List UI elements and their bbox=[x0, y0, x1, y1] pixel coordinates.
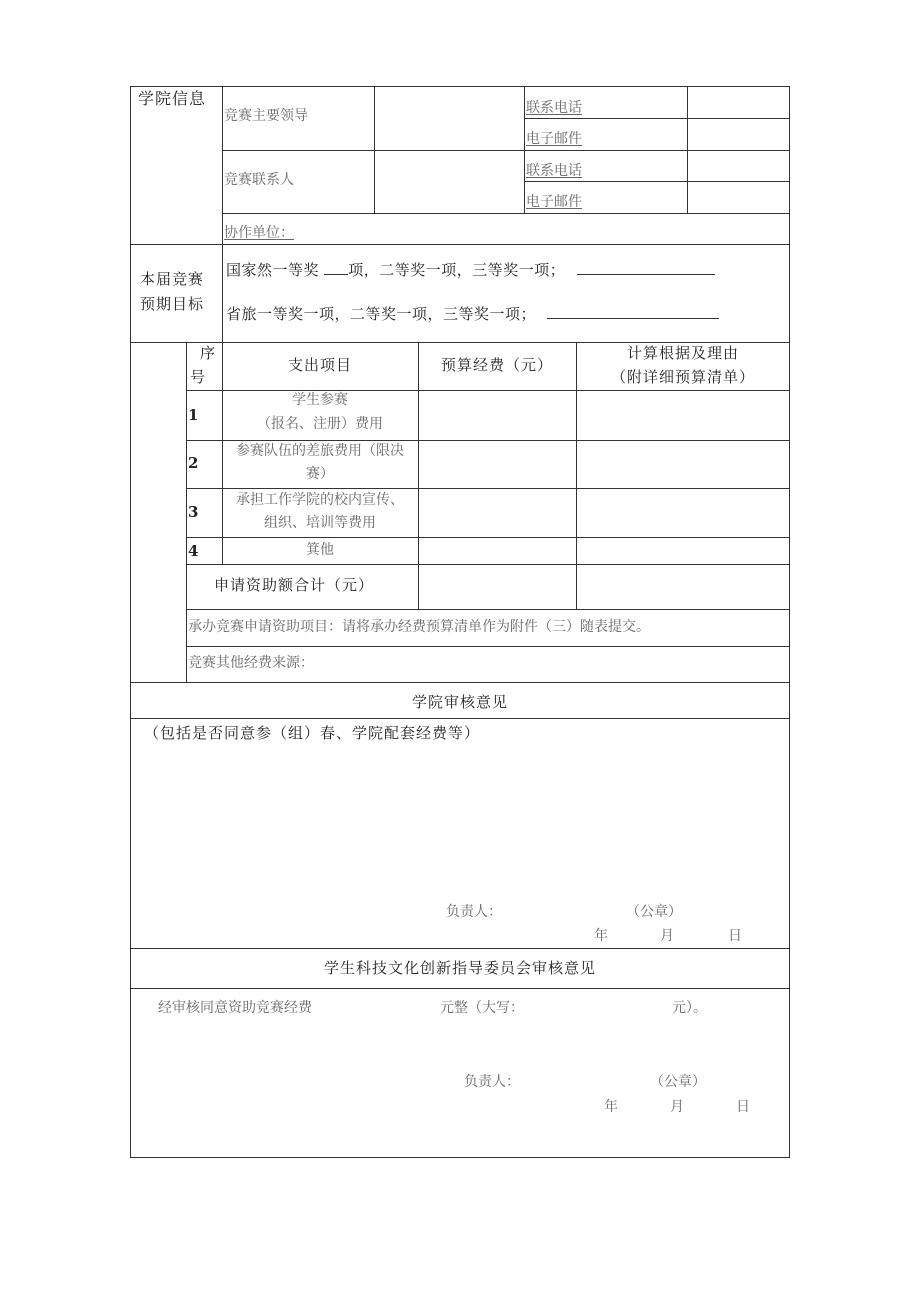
provincial-goal bbox=[226, 304, 719, 324]
total-label: 申请资助额合计（元） bbox=[214, 576, 375, 594]
info-label-divider bbox=[222, 86, 223, 343]
national-first-blank bbox=[324, 260, 348, 275]
college-info-label: 学院信息 bbox=[138, 89, 207, 108]
committee-approve-b: 元整（大写： bbox=[440, 1000, 524, 1016]
committee-approve-a: 经审核同意资助竞赛经费 bbox=[158, 1000, 312, 1016]
row-3-item-2: 组织、培训等费用 bbox=[264, 515, 376, 531]
college-review-year: 年 bbox=[594, 928, 608, 944]
committee-review-top bbox=[130, 948, 790, 949]
info-line-1 bbox=[524, 118, 790, 119]
contact-phone-label: 联系电话 bbox=[526, 163, 582, 179]
basis-header-1: 计算根据及理由 bbox=[626, 344, 739, 362]
provincial-goal-text: 省旅一等奖一项，二等奖一项，三等奖一项； bbox=[226, 305, 537, 323]
row-1-item-1: 学生参赛 bbox=[292, 392, 348, 408]
row-4-no: 4 bbox=[188, 542, 199, 560]
application-form bbox=[130, 86, 790, 1158]
seq-header-2: 号 bbox=[190, 368, 207, 386]
row-1-item-2: （报名、注册）费用 bbox=[257, 416, 383, 432]
budget-row4-bottom bbox=[186, 564, 790, 565]
info-line-2 bbox=[222, 150, 790, 151]
border-top bbox=[130, 86, 790, 87]
item-header: 支出项目 bbox=[287, 356, 352, 374]
other-funding-note: 竞赛其他经费来源： bbox=[188, 655, 314, 671]
budget-row3-bottom bbox=[186, 537, 790, 538]
college-review-person: 负责人： bbox=[446, 904, 502, 920]
national-goal-first: 国家然一等奖 bbox=[226, 261, 320, 279]
row-3-no: 3 bbox=[188, 503, 199, 521]
row-4-item: 箕他 bbox=[306, 542, 334, 558]
college-review-hint: （包括是否同意参（组）春、学院配套经费等） bbox=[144, 724, 481, 742]
goals-top bbox=[130, 244, 790, 245]
contact-email-label: 电子邮件 bbox=[526, 194, 582, 210]
leader-phone-label: 联系电话 bbox=[526, 100, 582, 116]
college-review-month: 月 bbox=[660, 928, 674, 944]
basis-header-2: （附详细预算清单） bbox=[610, 368, 755, 386]
committee-approve-c: 元）。 bbox=[672, 1000, 707, 1016]
committee-review-title: 学生科技文化创新指导委员会审核意见 bbox=[323, 959, 596, 977]
college-review-title: 学院审核意见 bbox=[411, 693, 508, 711]
border-right bbox=[789, 86, 790, 1158]
college-review-seal: （公章） bbox=[626, 904, 682, 920]
border-bottom bbox=[130, 1157, 790, 1158]
committee-review-year: 年 bbox=[604, 1099, 618, 1115]
contact-person-label: 竞赛联系人 bbox=[224, 172, 294, 188]
budget-total-bottom bbox=[186, 609, 790, 610]
co-unit-label: 协作单位： bbox=[224, 225, 294, 241]
info-line-4 bbox=[222, 213, 790, 214]
committee-review-title-bottom bbox=[130, 988, 790, 989]
row-2-item-2: 赛） bbox=[306, 466, 334, 482]
budget-note-bottom bbox=[186, 646, 790, 647]
row-1-no: 1 bbox=[188, 406, 199, 424]
national-goal-rest: 项，二等奖一项，三等奖一项； bbox=[348, 261, 566, 279]
college-review-top bbox=[130, 682, 790, 683]
budget-row2-bottom bbox=[186, 488, 790, 489]
goals-label-line2: 预期目标 bbox=[140, 295, 205, 313]
budget-row1-bottom bbox=[186, 440, 790, 441]
committee-review-day: 日 bbox=[736, 1099, 750, 1115]
goals-label-line1: 本届竞赛 bbox=[140, 270, 205, 288]
national-goal bbox=[226, 260, 715, 280]
budget-left-divider bbox=[186, 342, 187, 683]
college-review-day: 日 bbox=[728, 928, 742, 944]
budget-header-bottom bbox=[186, 390, 790, 391]
leader-email-label: 电子邮件 bbox=[526, 131, 582, 147]
seq-header-1: 序 bbox=[200, 344, 217, 362]
row-2-no: 2 bbox=[188, 454, 199, 472]
budget-item-divider bbox=[418, 342, 419, 609]
main-leader-label: 竞赛主要领导 bbox=[224, 108, 308, 124]
committee-review-seal: （公章） bbox=[650, 1074, 706, 1090]
amount-header: 预算经费（元） bbox=[440, 356, 553, 374]
committee-review-person: 负责人： bbox=[464, 1074, 520, 1090]
border-left bbox=[130, 86, 131, 1158]
national-extra-blank bbox=[577, 260, 715, 275]
info-line-3 bbox=[524, 181, 790, 182]
committee-review-month: 月 bbox=[670, 1099, 684, 1115]
college-review-title-bottom bbox=[130, 718, 790, 719]
budget-top bbox=[130, 342, 790, 343]
provincial-extra-blank bbox=[547, 304, 719, 319]
host-note: 承办竞赛申请资助项目：请将承办经费预算清单作为附件（三）随表提交。 bbox=[188, 619, 650, 635]
row-2-item-1: 参赛队伍的差旅费用（限决 bbox=[236, 443, 404, 459]
row-3-item-1: 承担工作学院的校内宣传、 bbox=[236, 492, 404, 508]
